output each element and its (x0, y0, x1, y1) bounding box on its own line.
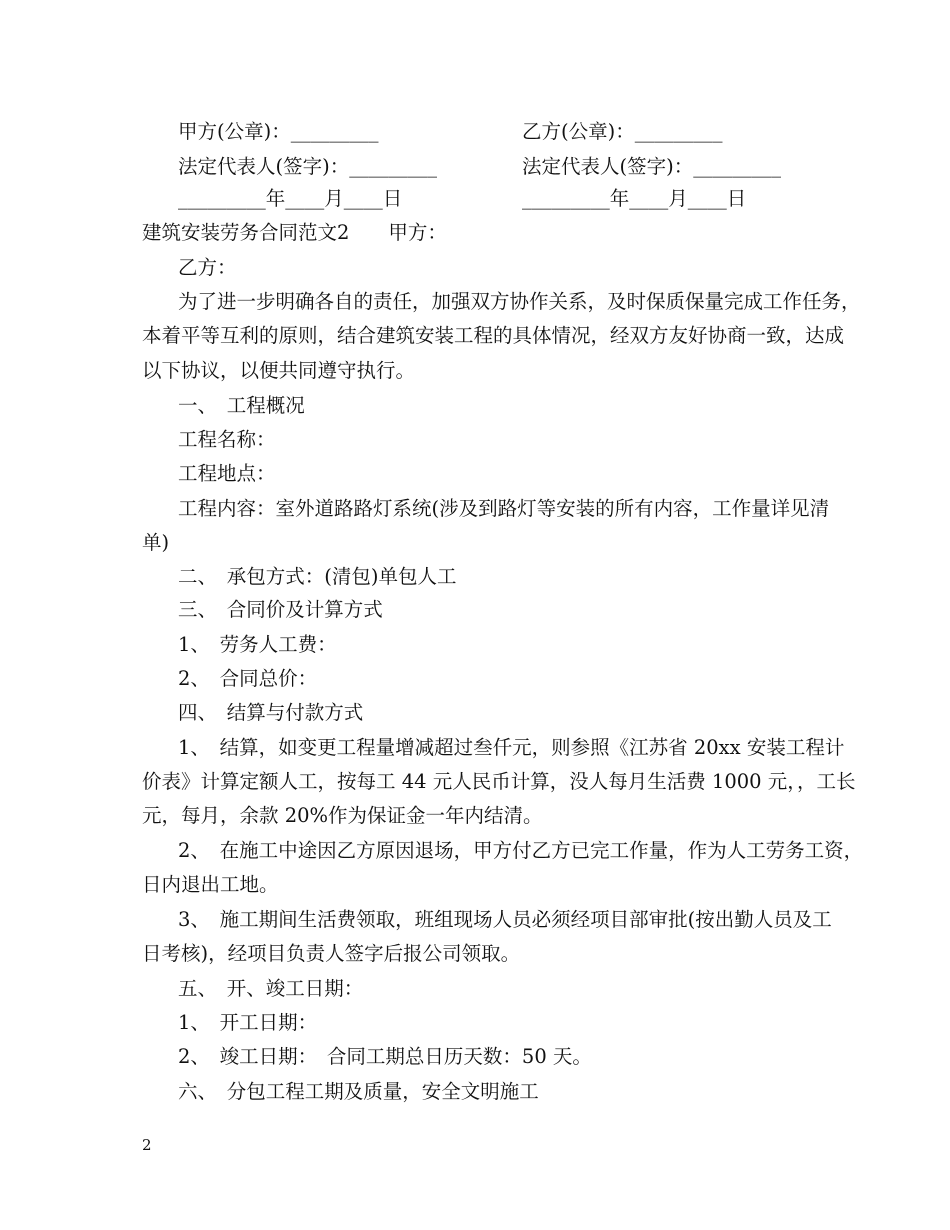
paragraph-line: 1、 结算，如变更工程量增减超过叁仟元，则参照《江苏省 20xx 安装工程计 (178, 736, 845, 759)
paragraph-line: 1、 劳务人工费： (178, 633, 337, 656)
party-b-date: _________年____月____日 (522, 187, 747, 210)
paragraph-line: 为了进一步明确各自的责任，加强双方协作关系，及时保质保量完成工作任务， (178, 290, 861, 313)
section-heading: 六、 分包工程工期及质量，安全文明施工 (178, 1080, 539, 1103)
section-heading: 一、 工程概况 (178, 394, 305, 417)
paragraph-line: 工程名称： (178, 428, 276, 451)
party-b-representative: 法定代表人(签字)：_________ (522, 155, 781, 178)
party-b-line: 乙方： (178, 256, 237, 279)
section-heading: 三、 合同价及计算方式 (178, 598, 383, 621)
party-b-seal: 乙方(公章)：_________ (522, 120, 723, 143)
party-a-seal: 甲方(公章)：_________ (178, 120, 379, 143)
party-a-date: _________年____月____日 (178, 187, 403, 210)
paragraph-line: 2、 合同总价： (178, 667, 318, 690)
paragraph-line: 日考核)，经项目负责人签字后报公司领取。 (142, 942, 521, 965)
paragraph-line: 1、 开工日期： (178, 1011, 318, 1034)
section-heading: 五、 开、竣工日期： (178, 977, 364, 1000)
paragraph-line: 2、 竣工日期： 合同工期总日历天数：50 天。 (178, 1045, 592, 1068)
section-heading: 四、 结算与付款方式 (178, 701, 364, 724)
party-a-representative: 法定代表人(签字)：_________ (178, 155, 437, 178)
paragraph-line: 工程内容：室外道路路灯系统(涉及到路灯等安装的所有内容，工作量详见清 (178, 497, 830, 520)
page-number: 2 (142, 1136, 152, 1154)
paragraph-line: 价表》计算定额人工，按每工 44 元人民币计算，没人每月生活费 1000 元，，工长 (142, 770, 856, 793)
section-heading: 二、 承包方式：(清包)单包人工 (178, 565, 457, 588)
paragraph-line: 单) (142, 531, 170, 554)
paragraph-line: 本着平等互利的原则，结合建筑安装工程的具体情况，经双方友好协商一致，达成 (142, 324, 845, 347)
paragraph-line: 以下协议，以便共同遵守执行。 (142, 359, 416, 382)
paragraph-line: 工程地点： (178, 462, 276, 485)
paragraph-line: 3、 施工期间生活费领取，班组现场人员必须经项目部审批(按出勤人员及工 (178, 908, 832, 931)
paragraph-line: 元，每月，余款 20%作为保证金一年内结清。 (142, 804, 543, 827)
paragraph-line: 日内退出工地。 (142, 873, 279, 896)
contract-title-line: 建筑安装劳务合同范文2 甲方： (142, 221, 447, 244)
paragraph-line: 2、 在施工中途因乙方原因退场，甲方付乙方已完工作量，作为人工劳务工资， (178, 839, 864, 862)
